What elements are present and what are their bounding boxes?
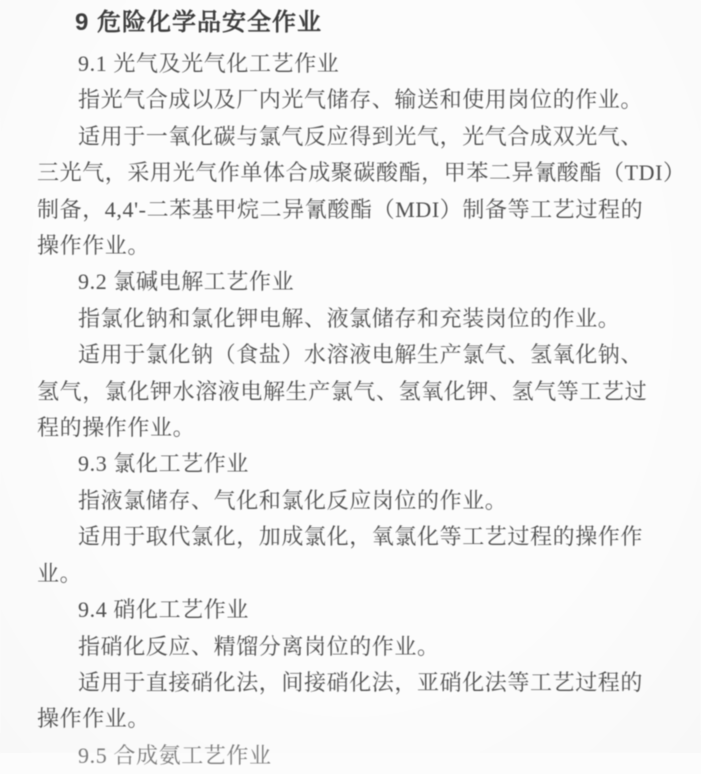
- text-line: 制备，4,4'-二苯基甲烷二异氰酸酯（MDI）制备等工艺过程的: [37, 196, 644, 222]
- cutoff-text-line: 9.5 合成氨工艺作业: [78, 742, 272, 768]
- text-line: 指光气合成以及厂内光气储存、输送和使用岗位的作业。: [78, 87, 644, 113]
- section-heading: 9 危险化学品安全作业: [75, 9, 323, 36]
- text-line: 适用于氯化钠（食盐）水溶液电解生产氯气、氢氧化钠、: [78, 342, 644, 368]
- document-body: [37, 46, 686, 774]
- text-line: 程的操作作业。: [37, 415, 196, 441]
- text-line: 适用于取代氯化，加成氯化，氧氯化等工艺过程的操作作: [78, 524, 644, 550]
- text-line: 指氯化钠和氯化钾电解、液氯储存和充装岗位的作业。: [78, 305, 621, 331]
- text-line: 9.4 硝化工艺作业: [78, 597, 250, 623]
- text-line: 操作作业。: [37, 233, 151, 259]
- text-line: 指液氯储存、气化和氯化反应岗位的作业。: [78, 487, 508, 513]
- text-line: 适用于一氧化碳与氯气反应得到光气，光气合成双光气、: [78, 123, 644, 149]
- text-line: 三光气，采用光气作单体合成聚碳酸酯，甲苯二异氰酸酯（TDI）: [37, 160, 686, 186]
- text-line: 9.3 氯化工艺作业: [78, 451, 250, 477]
- text-line: 操作作业。: [37, 706, 151, 732]
- text-line: 9.1 光气及光气化工艺作业: [78, 51, 340, 76]
- text-line: 指硝化反应、精馏分离岗位的作业。: [78, 633, 440, 659]
- text-line: 9.2 氯碱电解工艺作业: [78, 269, 295, 295]
- text-line: 氢气，氯化钾水溶液电解生产氯气、氢氧化钾、氢气等工艺过: [37, 378, 648, 404]
- text-line: 适用于直接硝化法，间接硝化法，亚硝化法等工艺过程的: [78, 669, 644, 695]
- text-line: 业。: [37, 560, 83, 586]
